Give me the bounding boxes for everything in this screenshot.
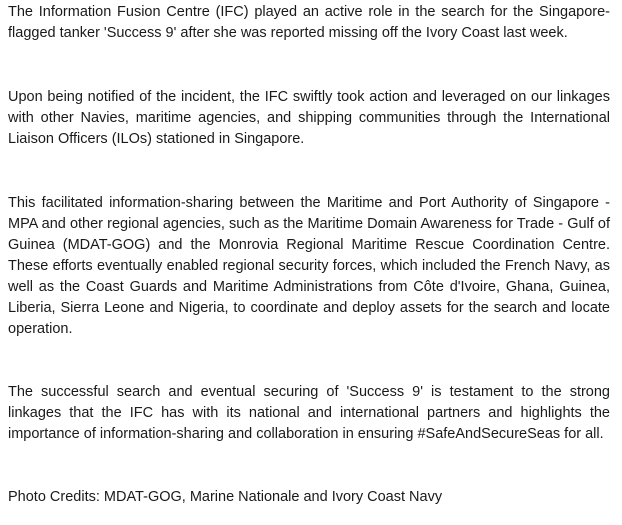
photo-credits: Photo Credits: MDAT-GOG, Marine Nationale and Ivory Coast Navy bbox=[8, 489, 443, 505]
paragraph-notification: Upon being notified of the incident, the IFC swiftly took action and leveraged on our linkages with other Navies, maritime agencies, and shipping communities through the International Liaison Officers (ILOs) stationed in Singapore. bbox=[8, 89, 610, 147]
paragraph-information-sharing: This facilitated information-sharing between the Maritime and Port Authority of Singapore - MPA and other regional agencies, such as the Maritime Domain Awareness for Trade - Gulf of Guinea (MDAT-GOG) and the Monrovia Regional Maritime Rescue Coordination Centre. These efforts eventually enabled regional security forces, which included the French Navy, as well as the Coast Guards and Maritime Administrations from Côte d'Ivoire, Ghana, Guinea, Liberia, Sierra Leone and Nigeria, to coordinate and deploy assets for the search and locate operation. bbox=[8, 195, 610, 337]
paragraph-ifc-role: The Information Fusion Centre (IFC) played an active role in the search for the Singapore-flagged tanker 'Success 9' after she was reported missing off the Ivory Coast last week. bbox=[8, 4, 610, 41]
paragraph-conclusion: The successful search and eventual securing of 'Success 9' is testament to the strong linkages that the IFC has with its national and international partners and highlights the importance of information-sharing and collaboration in ensuring #SafeAndSecureSeas for all. bbox=[8, 384, 610, 442]
